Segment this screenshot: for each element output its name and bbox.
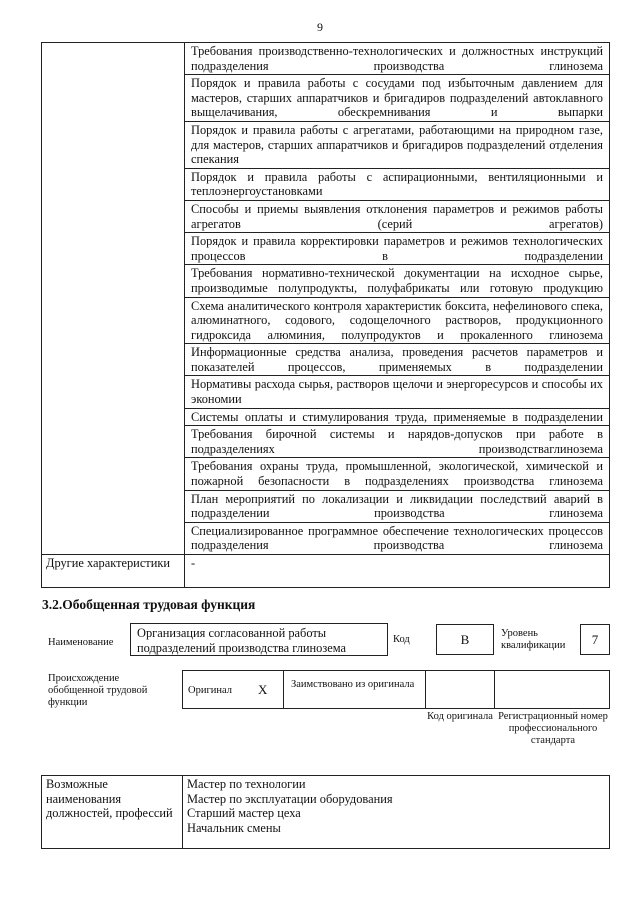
requirements-label-cell [42, 43, 185, 555]
requirement-item: Порядок и правила корректировки параметров и режимов технологических процессов в подразделении [185, 233, 610, 265]
position-item: Мастер по технологии [187, 777, 306, 791]
requirement-item: Требования производственно-технологических и должностных инструкций подразделения производства глинозема [185, 43, 610, 75]
position-item: Старший мастер цеха [187, 806, 301, 821]
requirement-item: Требования бирочной системы и нарядов-допусков при работе в подразделениях производстваглинозема [185, 426, 610, 458]
code-label: Код [393, 634, 410, 645]
reg-number-caption: Регистрационный номер профессионального стандарта [498, 711, 608, 746]
origin-label: Происхождение обобщенной трудовой функции [48, 673, 148, 708]
original-mark: X [258, 682, 268, 697]
requirement-item: Схема аналитического контроля характеристик боксита, нефелинового спека, алюминатного, содового, содощелочного растворов, продукционного гидроксида алюминия, полупродуктов и прокаленного глинозема [185, 297, 610, 344]
requirement-item: Требования охраны труда, промышленной, экологической, химической и пожарной безопасности в подразделениях производства глинозема [185, 458, 610, 490]
requirement-item: Требования нормативно-технической документации на исходное сырье, производимые полупродукты, полуфабрикаты или готовую продукцию [185, 265, 610, 297]
requirement-item: Порядок и правила работы с агрегатами, работающими на природном газе, для мастеров, старших аппаратчиков и бригадиров подразделений отделения спекания [185, 121, 610, 168]
requirement-item: Специализированное программное обеспечение технологических процессов подразделения производства глинозема [185, 522, 610, 554]
name-label: Наименование [48, 637, 114, 648]
other-characteristics-label: Другие характеристики [42, 555, 185, 588]
original-label: Оригинал [188, 685, 232, 696]
requirement-item: Способы и приемы выявления отклонения параметров и режимов работы агрегатов (серий агрегатов) [185, 200, 610, 232]
borrowed-label: Заимствовано из оригинала [291, 679, 415, 690]
code-original-box [425, 670, 495, 709]
positions-table [41, 775, 610, 849]
position-item: Начальник смены [187, 820, 281, 835]
page-number: 9 [317, 20, 323, 34]
requirement-item: Порядок и правила работы с сосудами под избыточным давлением для мастеров, старших аппаратчиков и бригадиров подразделений автоклавного выщелачивания, обескремнивания и выпарки [185, 75, 610, 122]
code-original-caption: Код оригинала [427, 711, 493, 722]
level-value: 7 [580, 624, 610, 655]
position-item: Мастер по эксплуатации оборудования [187, 791, 393, 806]
requirement-item: Информационные средства анализа, проведения расчетов параметров и показателей процессов, применяемых в подразделении [185, 344, 610, 376]
positions-list [183, 776, 610, 849]
section-heading: 3.2.Обобщенная трудовая функция [42, 597, 256, 612]
requirements-table [41, 42, 610, 588]
level-label: Уровень квалификации [501, 628, 566, 651]
name-value: Организация согласованной работы подразделений производства глинозема [130, 623, 388, 656]
requirement-item: Порядок и правила работы с аспирационными, вентиляционными и теплоэнергоустановками [185, 168, 610, 200]
other-characteristics-value: - [185, 555, 610, 588]
requirement-item: План мероприятий по локализации и ликвидации последствий аварий в подразделении производства глинозема [185, 490, 610, 522]
code-value: B [436, 624, 494, 655]
requirement-item: Нормативы расхода сырья, растворов щелочи и энергоресурсов и способы их экономии [185, 376, 610, 408]
positions-label: Возможные наименования должностей, профессий [42, 776, 183, 849]
reg-number-box [494, 670, 610, 709]
requirement-item: Системы оплаты и стимулирования труда, применяемые в подразделении [185, 408, 610, 426]
